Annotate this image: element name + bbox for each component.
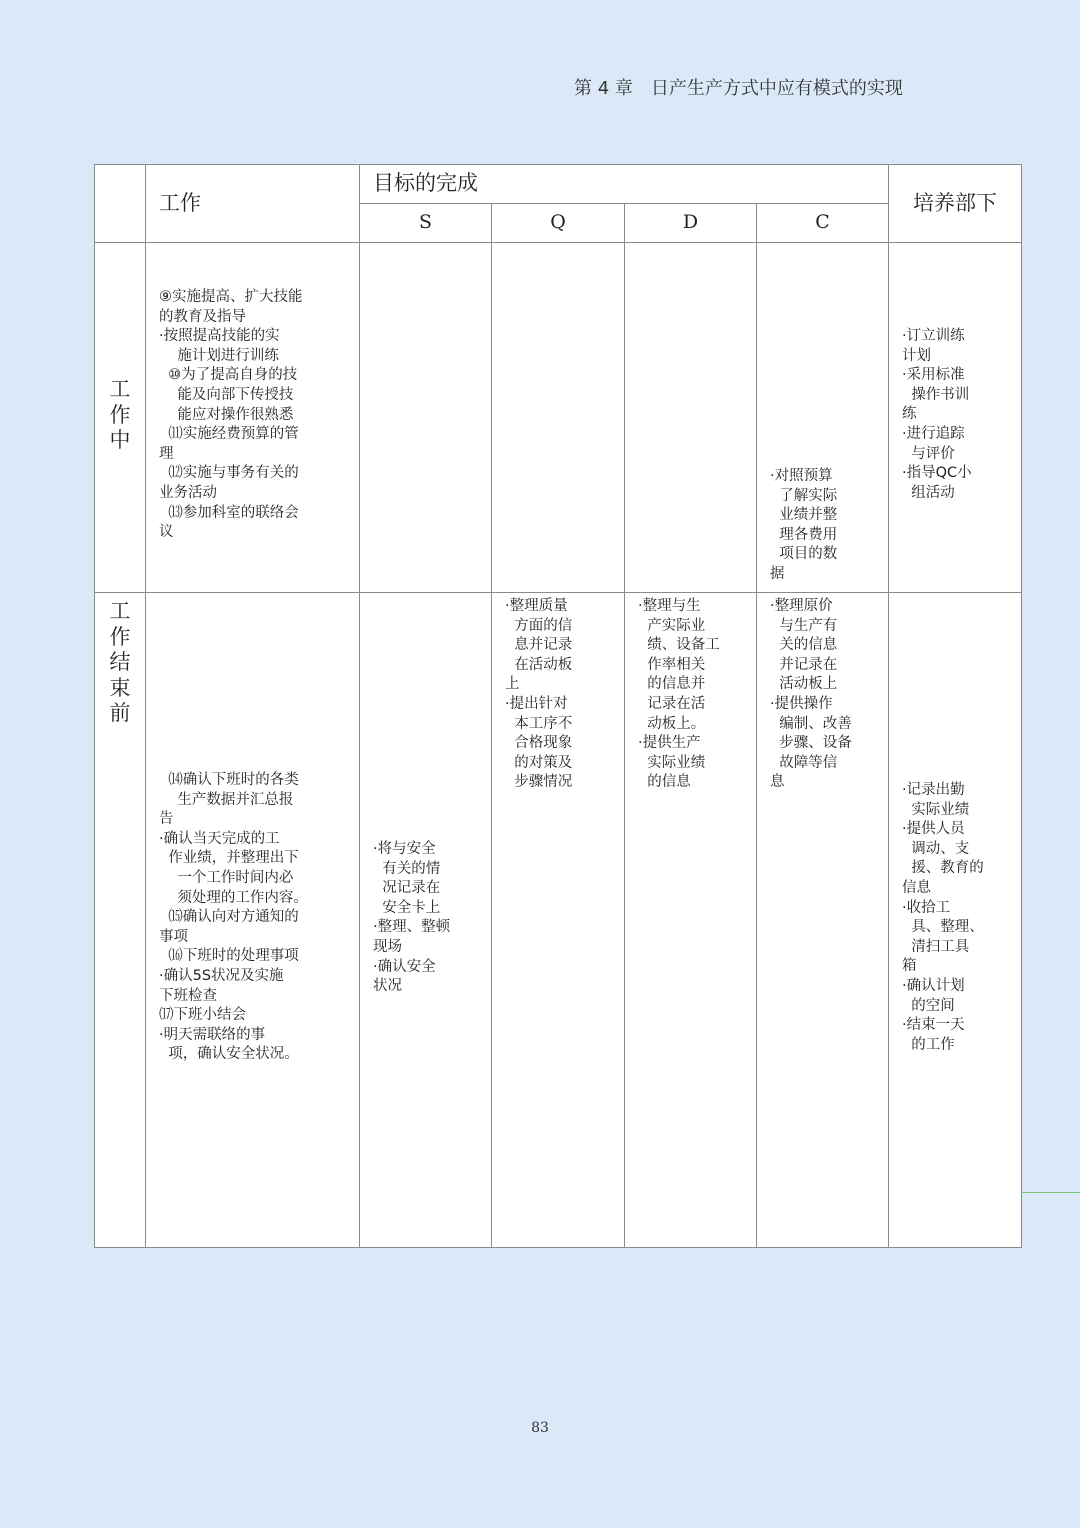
header-goal-completion: 目标的完成 [360, 165, 889, 204]
work-responsibility-table [94, 164, 1022, 1248]
row1-q-cell [492, 243, 625, 593]
header-c: C [757, 204, 889, 243]
row-label-during-work: 工作中 [95, 243, 146, 593]
row-label-before-end: 工作结束前 [95, 593, 146, 1248]
chapter-header: 第 4 章 日产生产方式中应有模式的实现 [574, 78, 903, 99]
row2-q-cell: ·整理质量 方面的信 息并记录 在活动板 上 ·提出针对 本工序不 合格现象 的对策及 步骤情况 [492, 593, 625, 1248]
header-foster-subordinates: 培养部下 [889, 165, 1022, 243]
row2-s-cell: ·将与安全 有关的情 况记录在 安全卡上 ·整理、整顿 现场 ·确认安全 状况 [360, 593, 492, 1248]
page-number: 83 [531, 1420, 549, 1436]
row2-work-cell: ⒁确认下班时的各类 生产数据并汇总报 告 ·确认当天完成的工 作业绩，并整理出下 一个工作时间内必 须处理的工作内容。 ⒂确认向对方通知的 事项 ⒃下班时的处理事项 ·确认5S状况及实施 下班检查 ⒄下班小结会 ·明天需联络的事 项，确认安全状况。 [146, 593, 360, 1248]
row2-c-cell: ·整理原价 与生产有 关的信息 并记录在 活动板上 ·提供操作 编制、改善 步骤、设备 故障等信 息 [757, 593, 889, 1248]
header-s: S [360, 204, 492, 243]
row2-d-cell: ·整理与生 产实际业 绩、设备工 作率相关 的信息并 记录在活 动板上。 ·提供生产 实际业绩 的信息 [625, 593, 757, 1248]
row1-foster-cell: ·订立训练 计划 ·采用标准 操作书训 练 ·进行追踪 与评价 ·指导QC小 组活动 [889, 243, 1022, 593]
row1-work-cell: ⑨实施提高、扩大技能 的教育及指导 ·按照提高技能的实 施计划进行训练 ⑩为了提高自身的技 能及向部下传授技 能应对操作很熟悉 ⑾实施经费预算的管 理 ⑿实施与事务有关的 业务活动 ⒀参加科室的联络会 议 [146, 243, 360, 593]
table-row [95, 593, 1022, 1248]
header-q: Q [492, 204, 625, 243]
row1-s-cell [360, 243, 492, 593]
row2-foster-cell: ·记录出勤 实际业绩 ·提供人员 调动、支 援、教育的 信息 ·收拾工 具、整理、 清扫工具 箱 ·确认计划 的空间 ·结束一天 的工作 [889, 593, 1022, 1248]
green-divider-line [1021, 1192, 1080, 1193]
header-work: 工作 [146, 165, 360, 243]
row1-d-cell [625, 243, 757, 593]
row1-c-cell: ·对照预算 了解实际 业绩并整 理各费用 项目的数 据 [757, 243, 889, 593]
header-d: D [625, 204, 757, 243]
header-corner-cell [95, 165, 146, 243]
table-row [95, 243, 1022, 593]
